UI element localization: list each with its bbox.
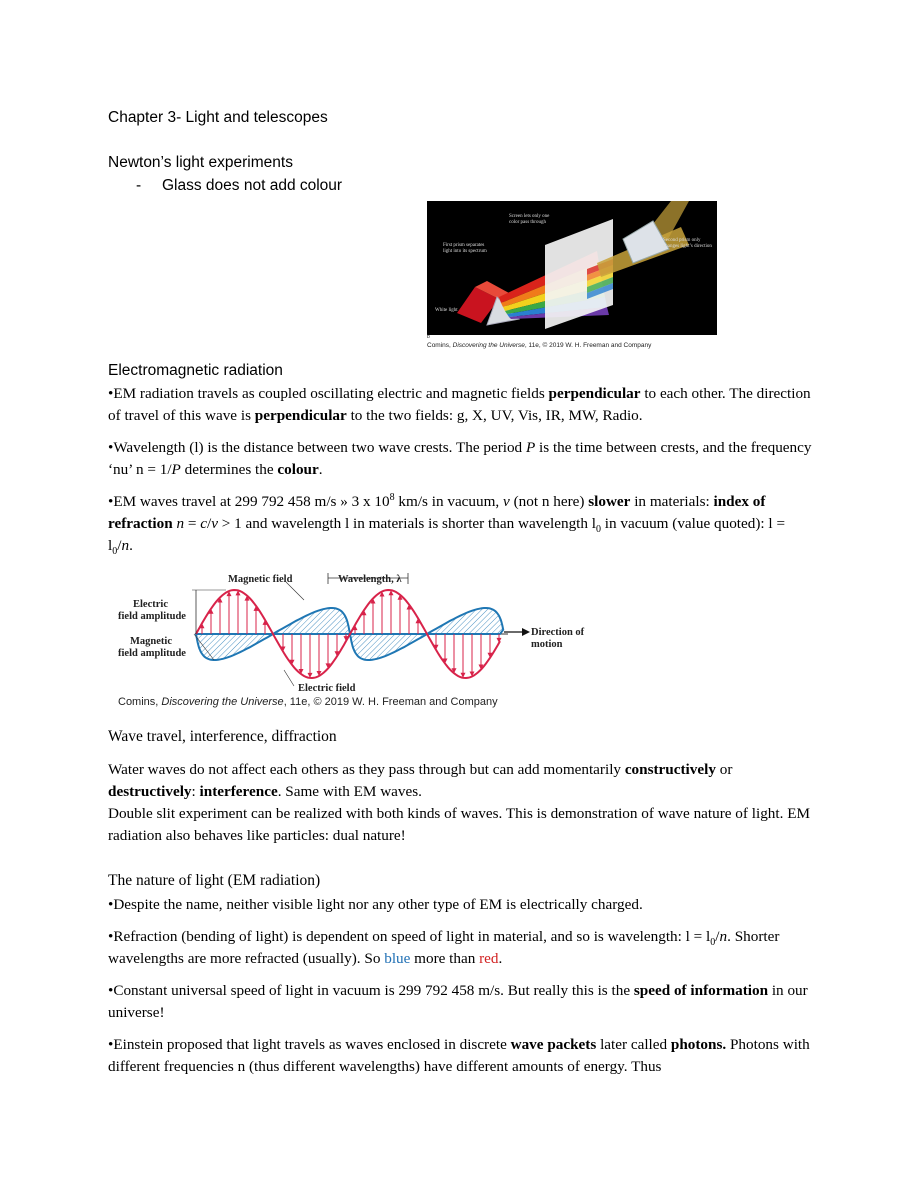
prism-illustration <box>427 201 717 335</box>
nature-p2-blue-word: blue <box>384 950 411 967</box>
em-p3-italic-4: v <box>211 515 218 532</box>
em-p3-sub-1: 0 <box>596 524 601 536</box>
em-wave-caption-post: , 11e, © 2019 W. H. Freeman and Company <box>283 696 498 708</box>
label-electric-field: Electric field <box>298 683 356 694</box>
em-p3-bold-1: slower <box>588 493 631 510</box>
direction-arrow-head <box>522 628 530 636</box>
nature-paragraph-1: •Despite the name, neither visible light nor any other type of EM is electrically charged. <box>108 896 643 913</box>
nature-p3-text-1: •Constant universal speed of light in vacuum is 299 792 458 m/s. But really this is the <box>108 982 634 999</box>
em-p2-italic-2: P <box>171 461 181 478</box>
nature-p2-text-3: . Shorter wavelengths are more refracted (usually). So <box>108 928 780 967</box>
wave-p1-text-3: : <box>191 783 200 800</box>
wave-p1-bold-2: destructively <box>108 783 192 800</box>
wave-p1-bold-1: constructively <box>624 761 716 778</box>
prism-caption-pre: Comins, <box>427 342 453 349</box>
em-p3-text-7: / <box>206 515 212 532</box>
em-p3-italic-3: c <box>200 515 207 532</box>
em-p3-text-1: •EM waves travel at 299 792 458 m/s » 3 x 10 <box>108 493 390 510</box>
em-p2-text-1: •Wavelength (l) is the distance between two wave crests. The period <box>108 439 526 456</box>
nature-p3-text-2: in our universe! <box>108 982 808 1021</box>
nature-p2-text-1: •Refraction (bending of light) is dependent on speed of light in material, and so is wavelength: l = l <box>108 928 711 945</box>
prism-figure <box>427 201 717 335</box>
chapter-title: Chapter 3- Light and telescopes <box>108 109 328 126</box>
em-p1-bold-1: perpendicular <box>548 385 641 402</box>
em-p3-text-10: / <box>117 537 122 554</box>
em-wave-figure <box>108 570 588 696</box>
newton-bullet-text: Glass does not add colour <box>162 177 343 194</box>
em-p3-text-2: km/s in vacuum, <box>394 493 504 510</box>
em-p1-text-1: •EM radiation travels as coupled oscillating electric and magnetic fields <box>108 385 549 402</box>
prism-panel-letter: b <box>427 334 430 340</box>
em-p1-text-3: to the two fields: g, X, UV, Vis, IR, MW, Radio. <box>346 407 643 424</box>
label-second-2: changes light’s direction <box>663 244 712 249</box>
nature-p2-text-4: more than <box>410 950 480 967</box>
em-paragraph-2 <box>108 437 812 481</box>
nature-p4-text-1: •Einstein proposed that light travels as waves enclosed in discrete <box>108 1036 511 1053</box>
wave-p1-bold-3: interference <box>199 783 278 800</box>
em-p3-text-4: in materials: <box>630 493 714 510</box>
prism-caption <box>427 342 651 349</box>
em-p3-italic-1: v <box>503 493 510 510</box>
label-wavelength: Wavelength, λ <box>338 574 402 585</box>
em-p3-text-11: . <box>129 537 133 554</box>
label-screen-2: color pass through <box>509 220 546 225</box>
nature-p4-bold-1: wave packets <box>510 1036 597 1053</box>
wave-p1-text-2: or <box>715 761 733 778</box>
wave-p1-text-4: . Same with EM waves. <box>277 783 422 800</box>
nature-p2-red-word: red <box>479 950 499 967</box>
em-paragraph-3 <box>108 491 812 557</box>
nature-paragraph-2 <box>108 926 812 970</box>
label-white-light: White light <box>435 308 458 313</box>
wave-p1-text-1: Water waves do not affect each others as they pass through but can add momentarily <box>108 761 625 778</box>
em-wave-caption-book: Discovering the Universe <box>161 696 284 708</box>
prism-caption-book: Discovering the Universe <box>452 342 525 349</box>
nature-paragraph-4 <box>108 1034 812 1078</box>
em-p1-text-2: to each other. The direction of travel of this wave is <box>108 385 811 424</box>
em-p3-sup-1: 8 <box>389 491 395 503</box>
em-p3-text-8: > 1 and wavelength l in materials is shorter than wavelength l <box>217 515 596 532</box>
em-p3-text-3: (not n here) <box>509 493 589 510</box>
label-magnetic-amp-1: Magnetic <box>130 636 172 647</box>
em-p3-text-9: in vacuum (value quoted): l = l <box>108 515 786 554</box>
em-p2-text-3: determines the <box>180 461 278 478</box>
em-p3-italic-2: n <box>176 515 185 532</box>
nature-p4-text-3: Photons with different frequencies n (thus different wavelengths) have different amounts of energy. Thus <box>108 1036 810 1075</box>
newton-bullet-dash: - <box>136 177 142 194</box>
em-p2-text-2: is the time between crests, and the frequency ‘nu’ n = 1/ <box>108 439 812 478</box>
label-magnetic-field: Magnetic field <box>228 574 293 585</box>
nature-p4-text-2: later called <box>596 1036 671 1053</box>
em-wave-illustration <box>108 570 588 696</box>
label-magnetic-amp-2: field amplitude <box>118 648 186 659</box>
label-screen-1: Screen lets only one <box>509 214 550 219</box>
nature-p2-italic-1: n <box>719 928 728 945</box>
label-first-2: light into its spectrum <box>443 249 487 254</box>
nature-p2-text-5: . <box>498 950 503 967</box>
wave-heading: Wave travel, interference, diffraction <box>108 728 337 745</box>
prism-caption-post: , 11e, © 2019 W. H. Freeman and Company <box>524 342 652 349</box>
em-wave-caption <box>118 696 498 708</box>
wave-paragraph-1 <box>108 759 812 803</box>
em-p3-italic-5: n <box>121 537 130 554</box>
wave-paragraph-2: Double slit experiment can be realized with both kinds of waves. This is demonstration of wave nature of light. EM radiation also behaves like particles: dual nature! <box>108 805 810 844</box>
label-electric-amp-1: Electric <box>133 599 168 610</box>
electric-leader <box>284 670 294 686</box>
nature-heading: The nature of light (EM radiation) <box>108 872 321 889</box>
em-p3-bold-2: index of refraction <box>108 493 766 532</box>
em-p2-bold-1: colour <box>277 461 319 478</box>
newton-heading: Newton’s light experiments <box>108 154 293 171</box>
nature-p2-text-2: / <box>715 928 720 945</box>
label-electric-amp-2: field amplitude <box>118 611 186 622</box>
em-heading: Electromagnetic radiation <box>108 362 283 379</box>
em-p2-text-4: . <box>318 461 323 478</box>
label-direction-1: Direction of <box>531 627 585 638</box>
em-p1-bold-2: perpendicular <box>254 407 347 424</box>
nature-paragraph-3 <box>108 980 812 1024</box>
em-p2-italic-1: P <box>525 439 536 456</box>
nature-p2-sub-1: 0 <box>710 937 716 949</box>
em-p3-text-6: = <box>184 515 201 532</box>
nature-p3-bold-1: speed of information <box>633 982 769 999</box>
em-p3-sub-2: 0 <box>112 546 118 558</box>
label-second-1: Second prism only <box>663 238 701 243</box>
em-wave-caption-pre: Comins, <box>118 696 162 708</box>
label-direction-2: motion <box>531 639 563 650</box>
label-first-1: First prism separates <box>443 243 485 248</box>
nature-p4-bold-2: photons. <box>670 1036 727 1053</box>
em-paragraph-1 <box>108 383 812 427</box>
